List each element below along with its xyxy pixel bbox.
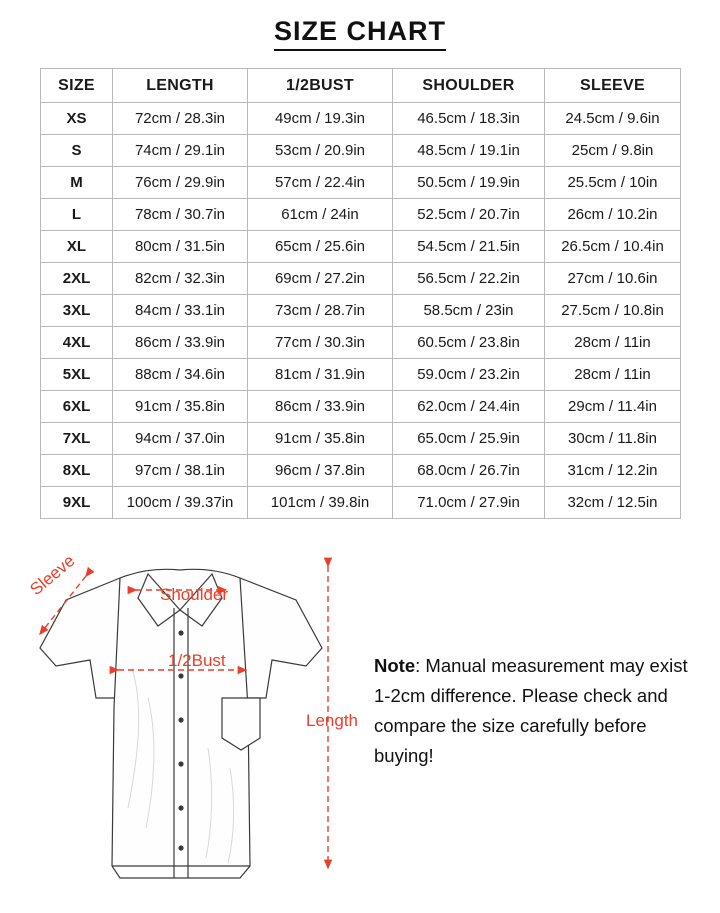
table-row [41, 487, 681, 519]
cell-size: XL [41, 231, 113, 263]
cell-size: S [41, 135, 113, 167]
cell-bust: 69cm / 27.2in [248, 263, 393, 295]
cell-bust: 53cm / 20.9in [248, 135, 393, 167]
cell-shoulder: 50.5cm / 19.9in [393, 167, 545, 199]
cell-length: 97cm / 38.1in [113, 455, 248, 487]
cell-length: 78cm / 30.7in [113, 199, 248, 231]
cell-bust: 61cm / 24in [248, 199, 393, 231]
cell-size: M [41, 167, 113, 199]
cell-sleeve: 28cm / 11in [545, 327, 681, 359]
shirt-diagram [8, 548, 378, 913]
table-row [41, 327, 681, 359]
cell-bust: 101cm / 39.8in [248, 487, 393, 519]
cell-length: 88cm / 34.6in [113, 359, 248, 391]
cell-shoulder: 58.5cm / 23in [393, 295, 545, 327]
cell-shoulder: 68.0cm / 26.7in [393, 455, 545, 487]
note-body: : Manual measurement may exist 1-2cm difference. Please check and compare the size carefully before buying! [374, 655, 688, 766]
label-sleeve: Sleeve [26, 551, 79, 600]
cell-length: 94cm / 37.0in [113, 423, 248, 455]
column-header-length: LENGTH [113, 69, 248, 103]
cell-length: 80cm / 31.5in [113, 231, 248, 263]
cell-bust: 81cm / 31.9in [248, 359, 393, 391]
table-row [41, 455, 681, 487]
cell-sleeve: 25.5cm / 10in [545, 167, 681, 199]
column-header-shoulder: SHOULDER [393, 69, 545, 103]
cell-bust: 73cm / 28.7in [248, 295, 393, 327]
cell-bust: 65cm / 25.6in [248, 231, 393, 263]
cell-length: 91cm / 35.8in [113, 391, 248, 423]
cell-shoulder: 71.0cm / 27.9in [393, 487, 545, 519]
table-row [41, 359, 681, 391]
cell-size: 7XL [41, 423, 113, 455]
table-row [41, 295, 681, 327]
table-body [41, 103, 681, 519]
cell-length: 76cm / 29.9in [113, 167, 248, 199]
cell-size: 6XL [41, 391, 113, 423]
cell-shoulder: 62.0cm / 24.4in [393, 391, 545, 423]
cell-sleeve: 27cm / 10.6in [545, 263, 681, 295]
note-text [374, 651, 694, 771]
cell-size: 4XL [41, 327, 113, 359]
label-bust: 1/2Bust [168, 651, 226, 670]
cell-size: 2XL [41, 263, 113, 295]
table-row [41, 391, 681, 423]
cell-length: 100cm / 39.37in [113, 487, 248, 519]
cell-sleeve: 29cm / 11.4in [545, 391, 681, 423]
page-title: SIZE CHART [274, 16, 446, 51]
size-table-wrap [40, 68, 680, 519]
cell-size: XS [41, 103, 113, 135]
label-length: Length [306, 711, 358, 730]
shirt-illustration [40, 569, 322, 878]
label-shoulder: Shoulder [160, 585, 229, 604]
cell-bust: 49cm / 19.3in [248, 103, 393, 135]
cell-bust: 96cm / 37.8in [248, 455, 393, 487]
cell-sleeve: 24.5cm / 9.6in [545, 103, 681, 135]
cell-length: 72cm / 28.3in [113, 103, 248, 135]
cell-size: 3XL [41, 295, 113, 327]
cell-sleeve: 27.5cm / 10.8in [545, 295, 681, 327]
cell-shoulder: 46.5cm / 18.3in [393, 103, 545, 135]
cell-length: 82cm / 32.3in [113, 263, 248, 295]
cell-shoulder: 52.5cm / 20.7in [393, 199, 545, 231]
cell-bust: 57cm / 22.4in [248, 167, 393, 199]
cell-sleeve: 28cm / 11in [545, 359, 681, 391]
table-row [41, 263, 681, 295]
cell-shoulder: 60.5cm / 23.8in [393, 327, 545, 359]
table-header-row [41, 69, 681, 103]
table-row [41, 103, 681, 135]
table-row [41, 167, 681, 199]
page-title-wrap [0, 0, 720, 51]
cell-length: 86cm / 33.9in [113, 327, 248, 359]
size-table [40, 68, 681, 519]
measurement-diagram-section [0, 548, 720, 913]
column-header-bust: 1/2BUST [248, 69, 393, 103]
cell-size: 8XL [41, 455, 113, 487]
cell-shoulder: 56.5cm / 22.2in [393, 263, 545, 295]
cell-bust: 86cm / 33.9in [248, 391, 393, 423]
cell-sleeve: 31cm / 12.2in [545, 455, 681, 487]
table-row [41, 231, 681, 263]
cell-shoulder: 59.0cm / 23.2in [393, 359, 545, 391]
cell-bust: 77cm / 30.3in [248, 327, 393, 359]
note-lead: Note [374, 655, 416, 676]
cell-shoulder: 54.5cm / 21.5in [393, 231, 545, 263]
cell-sleeve: 30cm / 11.8in [545, 423, 681, 455]
column-header-sleeve: SLEEVE [545, 69, 681, 103]
cell-size: L [41, 199, 113, 231]
cell-length: 74cm / 29.1in [113, 135, 248, 167]
cell-length: 84cm / 33.1in [113, 295, 248, 327]
table-row [41, 199, 681, 231]
table-row [41, 423, 681, 455]
cell-bust: 91cm / 35.8in [248, 423, 393, 455]
column-header-size: SIZE [41, 69, 113, 103]
cell-sleeve: 26cm / 10.2in [545, 199, 681, 231]
cell-shoulder: 48.5cm / 19.1in [393, 135, 545, 167]
cell-sleeve: 32cm / 12.5in [545, 487, 681, 519]
cell-sleeve: 25cm / 9.8in [545, 135, 681, 167]
cell-size: 5XL [41, 359, 113, 391]
cell-size: 9XL [41, 487, 113, 519]
cell-shoulder: 65.0cm / 25.9in [393, 423, 545, 455]
cell-sleeve: 26.5cm / 10.4in [545, 231, 681, 263]
table-row [41, 135, 681, 167]
